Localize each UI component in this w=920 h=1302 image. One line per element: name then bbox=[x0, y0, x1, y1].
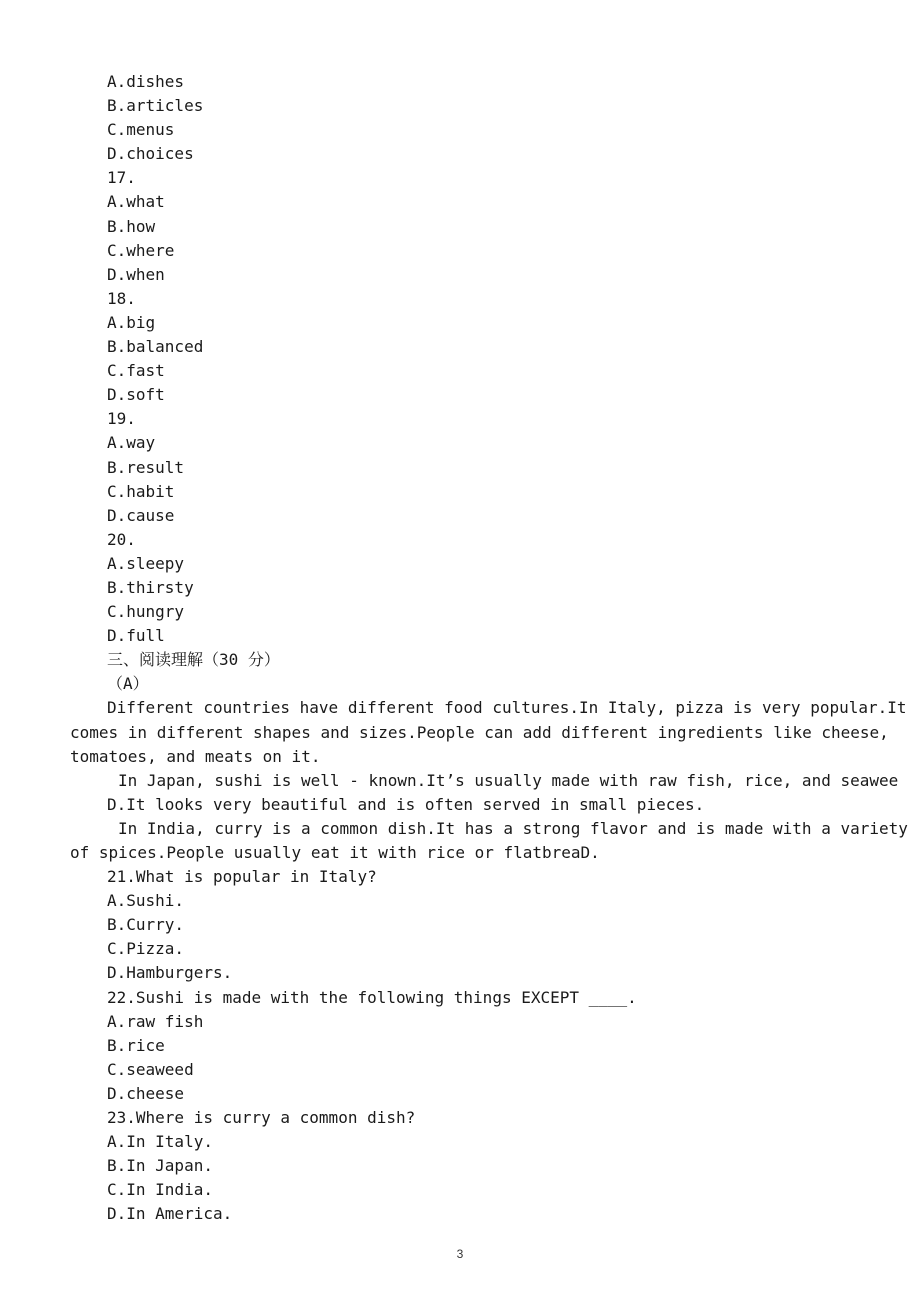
q20-number: 20. bbox=[107, 529, 136, 549]
q22-option-b: B.rice bbox=[107, 1035, 165, 1055]
section-heading: 三、阅读理解（30 分） bbox=[107, 650, 280, 670]
passage-paragraph-3-line-1: In India, curry is a common dish.It has a strong flavor and is made with a variety bbox=[118, 818, 908, 838]
passage-paragraph-1-line-2: comes in different shapes and sizes.People can add different ingredients like cheese, bbox=[70, 722, 889, 742]
q16-option-a: A.dishes bbox=[107, 72, 185, 91]
passage-paragraph-1-line-1: Different countries have different food cultures.In Italy, pizza is very popular.It bbox=[107, 698, 907, 718]
passage-paragraph-2-line-1: In Japan, sushi is well - known.It’s usually made with raw fish, rice, and seawee bbox=[118, 770, 899, 790]
q18-option-c: C.fast bbox=[107, 361, 165, 381]
q21-question: 21.What is popular in Italy? bbox=[107, 867, 377, 887]
q18-option-d: D.soft bbox=[107, 385, 165, 405]
passage-paragraph-2-line-2: D.It looks very beautiful and is often served in small pieces. bbox=[107, 794, 705, 814]
q18-number: 18. bbox=[107, 288, 136, 308]
q20-option-a: A.sleepy bbox=[107, 553, 185, 573]
q17-option-a: A.what bbox=[107, 192, 165, 212]
q22-option-d: D.cheese bbox=[107, 1083, 185, 1103]
q22-question: 22.Sushi is made with the following things EXCEPT ____. bbox=[107, 987, 637, 1007]
q16-option-b: B.articles bbox=[107, 96, 204, 116]
q16-option-d: D.choices bbox=[107, 144, 194, 164]
q23-question: 23.Where is curry a common dish? bbox=[107, 1108, 416, 1128]
q18-option-b: B.balanced bbox=[107, 337, 204, 357]
q20-option-b: B.thirsty bbox=[107, 577, 194, 597]
q21-option-a: A.Sushi. bbox=[107, 891, 185, 911]
q17-option-d: D.when bbox=[107, 264, 165, 284]
q17-option-c: C.where bbox=[107, 240, 175, 260]
q18-option-a: A.big bbox=[107, 312, 156, 332]
q21-option-c: C.Pizza. bbox=[107, 939, 185, 959]
q23-option-b: B.In Japan. bbox=[107, 1156, 213, 1176]
q21-option-b: B.Curry. bbox=[107, 915, 185, 935]
q22-option-c: C.seaweed bbox=[107, 1059, 194, 1079]
page-content bbox=[70, 70, 908, 1227]
q19-number: 19. bbox=[107, 409, 136, 429]
q19-option-a: A.way bbox=[107, 433, 156, 453]
page-number: 3 bbox=[456, 1247, 464, 1261]
q16-option-c: C.menus bbox=[107, 120, 175, 140]
q23-option-d: D.In America. bbox=[107, 1204, 233, 1224]
q22-option-a: A.raw fish bbox=[107, 1011, 204, 1031]
q20-option-d: D.full bbox=[107, 626, 165, 646]
q19-option-b: B.result bbox=[107, 457, 185, 477]
q23-option-a: A.In Italy. bbox=[107, 1132, 213, 1152]
passage-paragraph-1-line-3: tomatoes, and meats on it. bbox=[70, 746, 321, 766]
passage-label: （A） bbox=[107, 674, 149, 694]
q20-option-c: C.hungry bbox=[107, 602, 185, 622]
q19-option-d: D.cause bbox=[107, 505, 175, 525]
passage-paragraph-3-line-2: of spices.People usually eat it with rice or flatbreaD. bbox=[70, 843, 600, 862]
q23-option-c: C.In India. bbox=[107, 1180, 213, 1200]
q21-option-d: D.Hamburgers. bbox=[107, 963, 233, 983]
q17-number: 17. bbox=[107, 168, 136, 188]
q17-option-b: B.how bbox=[107, 216, 156, 236]
q19-option-c: C.habit bbox=[107, 481, 175, 501]
